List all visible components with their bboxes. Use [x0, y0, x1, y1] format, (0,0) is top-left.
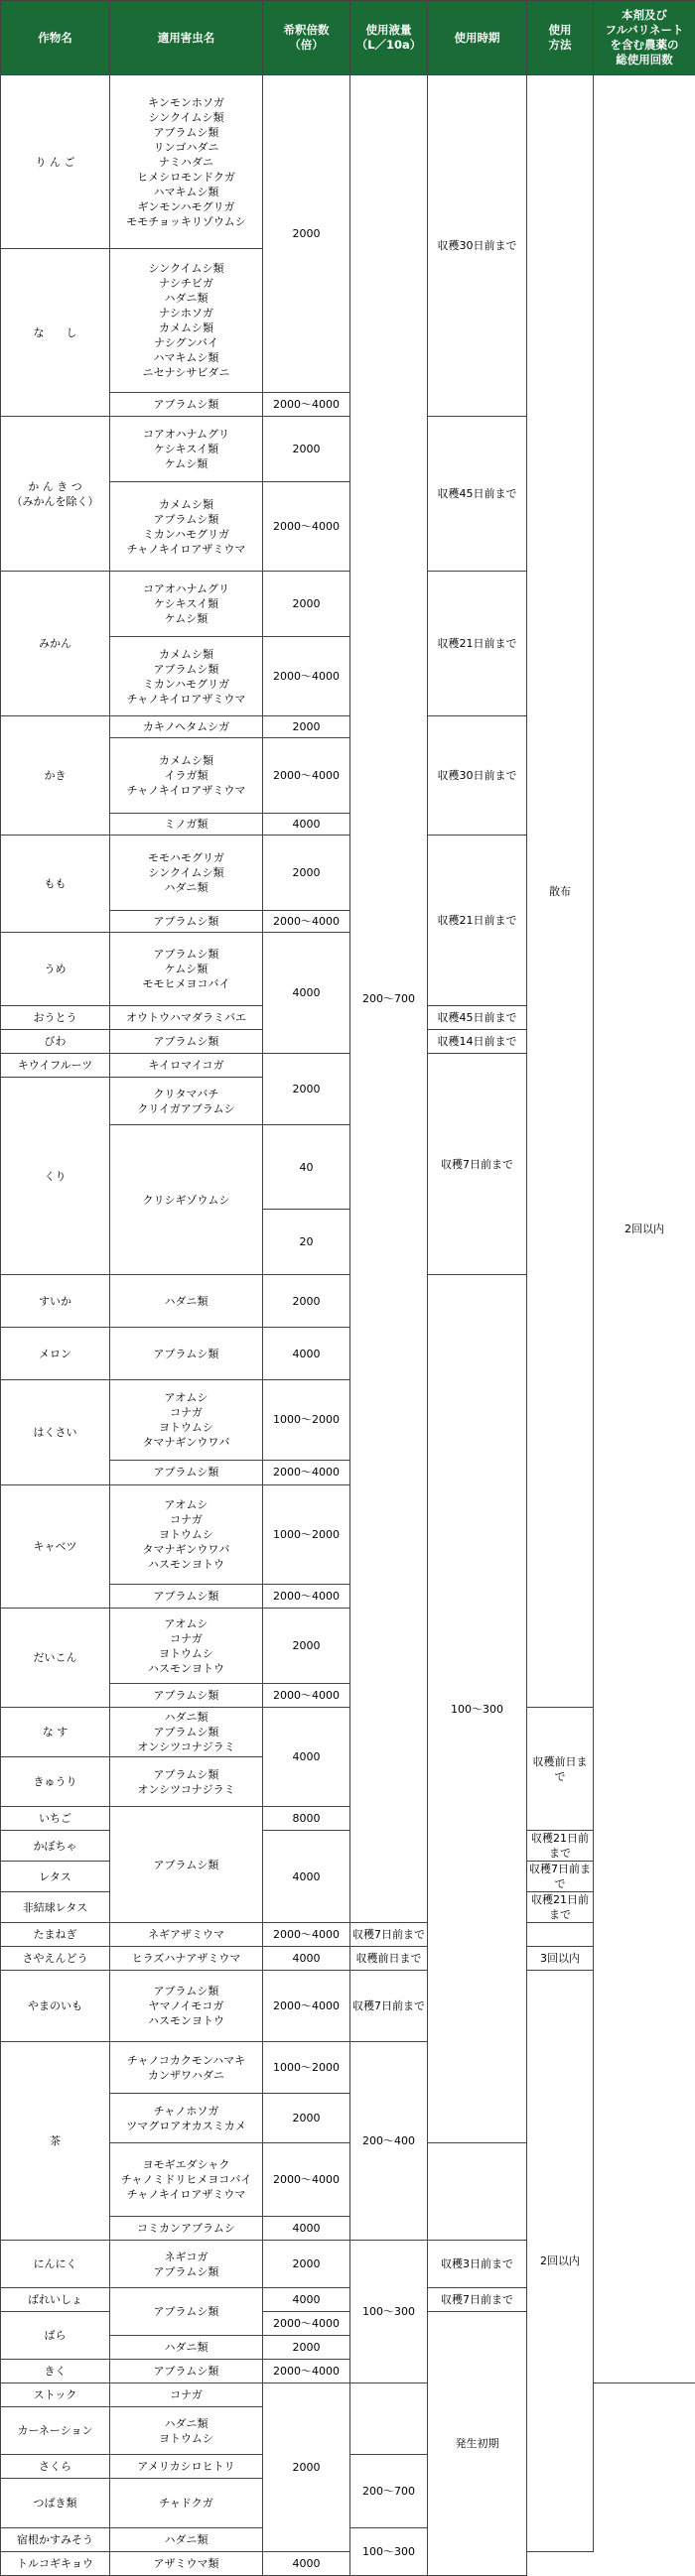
crop-cell: かき — [1, 716, 110, 836]
timing-cell: 収穫21日前まで — [428, 836, 527, 1006]
timing-cell: 収穫30日前まで — [428, 75, 527, 417]
timing-cell: 収穫7日前まで — [428, 2288, 527, 2312]
pest-cell: アブラムシ類 ヤマノイモコガ ハスモンヨトウ — [110, 1971, 263, 2042]
pest-cell: アメリカシロヒトリ — [110, 2455, 263, 2479]
pest-cell: ネギコガ アブラムシ類 — [110, 2241, 263, 2288]
dilution-cell: 2000 — [263, 75, 350, 393]
header-crop: 作物名 — [1, 1, 110, 75]
crop-cell: つばき類 — [1, 2479, 110, 2528]
header-timing: 使用時期 — [428, 1, 527, 75]
dilution-cell: 2000 — [263, 716, 350, 738]
dilution-cell: 2000 — [263, 2241, 350, 2288]
pest-cell: アオムシ コナガ ヨトウムシ ハスモンヨトウ — [110, 1609, 263, 1684]
pest-cell: シンクイムシ類 ナシチビガ ハダニ類 ナシホソガ カメムシ類 ナシグンバイ ハマキムシ類 ニセナシサビダニ — [110, 249, 263, 393]
pest-cell: クリシギゾウムシ — [110, 1125, 263, 1275]
pest-cell: アオムシ コナガ ヨトウムシ タマナギンウワバ — [110, 1380, 263, 1461]
pest-cell: クリタマバチ クリイガアブラムシ — [110, 1078, 263, 1125]
pest-cell: アブラムシ類 — [110, 2360, 263, 2383]
dilution-cell: 2000〜4000 — [263, 2143, 350, 2217]
dilution-cell: 2000〜4000 — [263, 637, 350, 716]
timing-cell: 収穫21日前まで — [428, 572, 527, 716]
timing-cell: 収穫前日まで — [350, 1947, 428, 1971]
header-volume: 使用液量 （L／10a） — [350, 1, 428, 75]
pest-cell: ハダニ類 アブラムシ類 オンシツコナジラミ — [110, 1708, 263, 1757]
dilution-cell: 4000 — [263, 1831, 350, 1923]
timing-cell: 収穫7日前まで — [350, 1923, 428, 1947]
dilution-cell: 1000〜2000 — [263, 2042, 350, 2094]
header-pest: 適用害虫名 — [110, 1, 263, 75]
pest-cell: ハダニ類 — [110, 2336, 263, 2360]
crop-cell: り ん ご — [1, 75, 110, 249]
dilution-cell: 4000 — [263, 2217, 350, 2241]
crop-cell: すいか — [1, 1275, 110, 1328]
pest-cell: カメムシ類 アブラムシ類 ミカンハモグリガ チャノキイロアザミウマ — [110, 637, 263, 716]
crop-cell: 非結球レタス — [1, 1892, 110, 1923]
dilution-cell: 8000 — [263, 1807, 350, 1831]
pest-cell: チャドクガ — [110, 2479, 263, 2528]
count-cell: 2回以内 — [594, 75, 695, 2383]
dilution-cell: 4000 — [263, 933, 350, 1054]
crop-cell: カーネーション — [1, 2407, 110, 2455]
pest-cell: カメムシ類 イラガ類 チャノキイロアザミウマ — [110, 738, 263, 814]
crop-cell: はくさい — [1, 1380, 110, 1485]
crop-cell: さくら — [1, 2455, 110, 2479]
timing-cell: 収穫3日前まで — [428, 2241, 527, 2288]
dilution-cell: 2000 — [263, 2094, 350, 2143]
pest-cell: コミカンアブラムシ — [110, 2217, 263, 2241]
pest-cell: チャノコカクモンハマキ カンザワハダニ — [110, 2042, 263, 2094]
pest-cell: アオムシ コナガ ヨトウムシ タマナギンウワバ ハスモンヨトウ — [110, 1485, 263, 1585]
pest-cell: コナガ — [110, 2383, 263, 2407]
pest-cell: キイロマイコガ — [110, 1054, 263, 1078]
crop-cell: みかん — [1, 572, 110, 716]
crop-cell: 宿根かすみそう — [1, 2528, 110, 2552]
crop-cell: さやえんどう — [1, 1947, 110, 1971]
crop-cell: だいこん — [1, 1609, 110, 1708]
dilution-cell: 20 — [263, 1210, 350, 1275]
dilution-cell: 2000〜4000 — [263, 1971, 350, 2042]
timing-cell: 発生初期 — [428, 2312, 527, 2576]
dilution-cell: 1000〜2000 — [263, 1485, 350, 1585]
pest-cell: ハダニ類 — [110, 1275, 263, 1328]
crop-cell: な し — [1, 249, 110, 417]
pest-cell: カキノヘタムシガ — [110, 716, 263, 738]
pest-cell: モモハモグリガ シンクイムシ類 ハダニ類 — [110, 836, 263, 911]
dilution-cell: 4000 — [263, 2288, 350, 2312]
dilution-cell: 2000 — [263, 1275, 350, 1328]
crop-cell: キャベツ — [1, 1485, 110, 1609]
dilution-cell: 4000 — [263, 1708, 350, 1807]
volume-cell: 200〜700 — [350, 2455, 428, 2528]
pest-cell: ハダニ類 — [110, 2528, 263, 2552]
dilution-cell: 2000 — [263, 572, 350, 637]
dilution-cell: 2000〜4000 — [263, 393, 350, 417]
pest-cell: ヨモギエダシャク チャノミドリヒメヨコバイ チャノキイロアザミウマ — [110, 2143, 263, 2217]
crop-cell: な す — [1, 1708, 110, 1757]
crop-cell: たまねぎ — [1, 1923, 110, 1947]
dilution-cell: 2000 — [263, 2383, 350, 2552]
dilution-cell: 2000〜4000 — [263, 1923, 350, 1947]
count-cell: 2回以内 — [527, 1971, 594, 2552]
pest-cell: カメムシ類 アブラムシ類 ミカンハモグリガ チャノキイロアザミウマ — [110, 482, 263, 572]
pest-cell: コアオハナムグリ ケシキスイ類 ケムシ類 — [110, 417, 263, 482]
pest-cell: アブラムシ類 — [110, 1328, 263, 1380]
dilution-cell: 2000〜4000 — [263, 1460, 350, 1484]
pest-cell: アブラムシ類 — [110, 911, 263, 933]
timing-cell: 収穫45日前まで — [428, 1006, 527, 1030]
crop-cell: もも — [1, 836, 110, 933]
crop-cell: 茶 — [1, 2042, 110, 2241]
dilution-cell: 2000〜4000 — [263, 1585, 350, 1609]
timing-cell: 収穫7日前まで — [428, 1054, 527, 1275]
count-cell: 3回以内 — [527, 1947, 594, 1971]
dilution-cell: 2000〜4000 — [263, 2360, 350, 2383]
volume-cell: 100〜300 — [350, 2528, 428, 2576]
crop-cell: メロン — [1, 1328, 110, 1380]
crop-cell: きく — [1, 2360, 110, 2383]
crop-cell: うめ — [1, 933, 110, 1006]
dilution-cell: 1000〜2000 — [263, 1380, 350, 1461]
crop-cell: ばら — [1, 2312, 110, 2360]
crop-cell: やまのいも — [1, 1971, 110, 2042]
crop-cell: びわ — [1, 1030, 110, 1054]
timing-cell: 収穫21日前まで — [527, 1892, 594, 1923]
dilution-cell: 2000〜4000 — [263, 2312, 350, 2336]
crop-cell: きゅうり — [1, 1757, 110, 1807]
dilution-cell: 4000 — [263, 814, 350, 836]
pest-cell: ヒラズハナアザミウマ — [110, 1947, 263, 1971]
crop-cell: キウイフルーツ — [1, 1054, 110, 1078]
header-count: 本剤及び フルバリネート を含む農薬の 総使用回数 — [594, 1, 695, 75]
crop-cell: おうとう — [1, 1006, 110, 1030]
header-dilution: 希釈倍数 （倍） — [263, 1, 350, 75]
pest-cell: ミノガ類 — [110, 814, 263, 836]
pest-cell: アブラムシ類 — [110, 2288, 263, 2336]
pest-cell: ネギアザミウマ — [110, 1923, 263, 1947]
timing-cell: 収穫21日前まで — [527, 1831, 594, 1862]
pest-cell: アブラムシ類 — [110, 1684, 263, 1708]
pest-cell: アザミウマ類 — [110, 2552, 263, 2576]
crop-cell: かぼちゃ — [1, 1831, 110, 1862]
dilution-cell: 2000〜4000 — [263, 482, 350, 572]
pest-cell: アブラムシ類 ケムシ類 モモヒメヨコバイ — [110, 933, 263, 1006]
dilution-cell: 40 — [263, 1125, 350, 1210]
volume-cell: 200〜700 — [350, 75, 428, 1923]
pest-cell: コアオハナムグリ ケシキスイ類 ケムシ類 — [110, 572, 263, 637]
pest-cell: アブラムシ類 オンシツコナジラミ — [110, 1757, 263, 1807]
dilution-cell: 2000 — [263, 417, 350, 482]
pest-cell: アブラムシ類 — [110, 1030, 263, 1054]
pest-cell: アブラムシ類 — [110, 1807, 263, 1923]
timing-cell: 収穫14日前まで — [428, 1030, 527, 1054]
timing-cell: 収穫45日前まで — [428, 417, 527, 572]
dilution-cell: 2000 — [263, 836, 350, 911]
header-method: 使用 方法 — [527, 1, 594, 75]
pest-cell: ハダニ類 ヨトウムシ — [110, 2407, 263, 2455]
dilution-cell: 2000〜4000 — [263, 911, 350, 933]
dilution-cell: 4000 — [263, 1328, 350, 1380]
method-cell: 散布 — [527, 75, 594, 1708]
volume-cell: 100〜300 — [350, 2241, 428, 2383]
timing-cell: 収穫7日前まで — [527, 1862, 594, 1892]
pest-cell: オウトウハマダラミバエ — [110, 1006, 263, 1030]
crop-cell: くり — [1, 1078, 110, 1275]
crop-cell: レタス — [1, 1862, 110, 1892]
pest-cell: アブラムシ類 — [110, 393, 263, 417]
crop-cell: ストック — [1, 2383, 110, 2407]
crop-cell: にんにく — [1, 2241, 110, 2288]
dilution-cell: 2000〜4000 — [263, 738, 350, 814]
pest-cell: チャノホソガ ツマグロアオカスミカメ — [110, 2094, 263, 2143]
crop-cell: か ん き つ （みかんを除く） — [1, 417, 110, 572]
dilution-cell: 2000 — [263, 1609, 350, 1684]
dilution-cell: 2000〜4000 — [263, 1684, 350, 1708]
pest-cell: アブラムシ類 — [110, 1585, 263, 1609]
dilution-cell: 4000 — [263, 2552, 350, 2576]
crop-cell: いちご — [1, 1807, 110, 1831]
crop-cell: ばれいしょ — [1, 2288, 110, 2312]
dilution-cell: 4000 — [263, 1947, 350, 1971]
pest-cell: アブラムシ類 — [110, 1460, 263, 1484]
volume-cell: 100〜300 — [428, 1275, 527, 2143]
pest-cell: キンモンホソガ シンクイムシ類 アブラムシ類 リンゴハダニ ナミハダニ ヒメシロモンドクガ ハマキムシ類 ギンモンハモグリガ モモチョッキリゾウムシ — [110, 75, 263, 249]
crop-cell: トルコギキョウ — [1, 2552, 110, 2576]
timing-cell: 収穫30日前まで — [428, 716, 527, 836]
volume-cell: 200〜400 — [350, 2042, 428, 2241]
timing-cell: 収穫7日前まで — [350, 1971, 428, 2042]
dilution-cell: 2000 — [263, 2336, 350, 2360]
dilution-cell: 2000 — [263, 1054, 350, 1125]
timing-cell: 収穫前日まで — [527, 1708, 594, 1831]
